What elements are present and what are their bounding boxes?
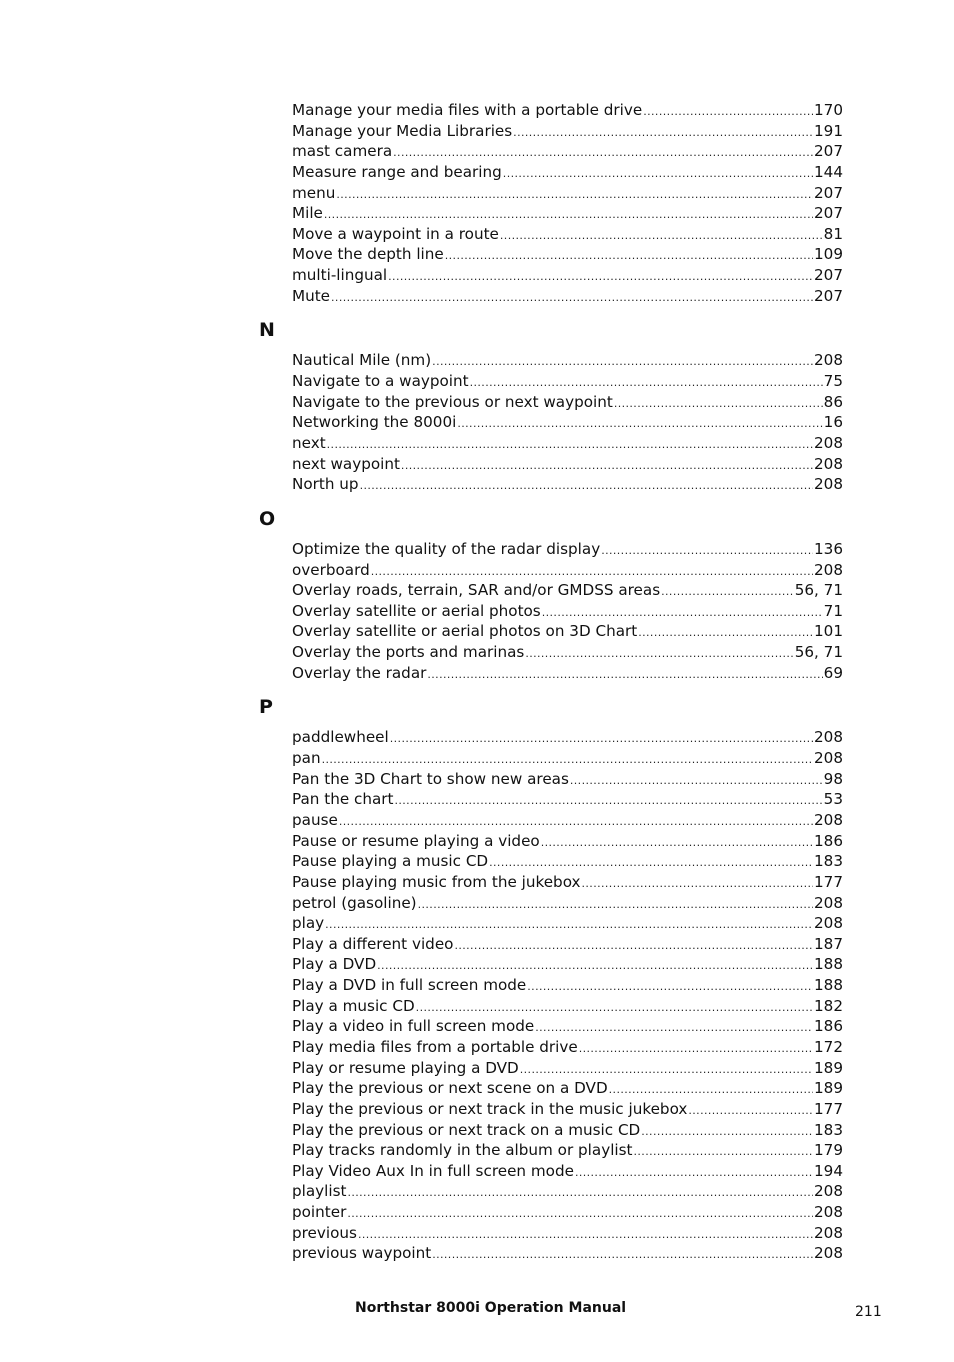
index-entry bbox=[292, 663, 843, 684]
index-entry bbox=[292, 412, 843, 433]
index-term: Pause playing music from the jukebox bbox=[292, 872, 581, 891]
dot-leader bbox=[377, 954, 813, 977]
index-entry bbox=[292, 539, 843, 560]
section-letter-heading bbox=[0, 320, 954, 340]
index-page-ref: 208 bbox=[814, 351, 843, 370]
index-term: Overlay satellite or aerial photos bbox=[292, 601, 541, 620]
dot-leader bbox=[336, 183, 813, 206]
index-page-ref: 56, 71 bbox=[794, 581, 843, 600]
index-page-ref: 69 bbox=[823, 663, 843, 682]
index-term: North up bbox=[292, 475, 359, 494]
index-term: Play a music CD bbox=[292, 996, 415, 1015]
index-page-ref: 208 bbox=[814, 893, 843, 912]
index-page-ref: 172 bbox=[814, 1037, 843, 1056]
dot-leader bbox=[643, 100, 813, 123]
index-term: mast camera bbox=[292, 142, 393, 161]
index-term: Overlay roads, terrain, SAR and/or GMDSS areas bbox=[292, 581, 661, 600]
dot-leader bbox=[358, 1223, 813, 1246]
dot-leader bbox=[525, 642, 793, 665]
index-term: Play the previous or next scene on a DVD bbox=[292, 1079, 608, 1098]
dot-leader bbox=[325, 913, 813, 936]
index-page-ref: 194 bbox=[814, 1161, 843, 1180]
dot-leader bbox=[331, 286, 813, 309]
index-page-ref: 208 bbox=[814, 1244, 843, 1263]
index-entry bbox=[292, 913, 843, 934]
index-entry bbox=[292, 975, 843, 996]
index-term: Play Video Aux In in full screen mode bbox=[292, 1161, 574, 1180]
index-page-ref: 208 bbox=[814, 1223, 843, 1242]
index-entry bbox=[292, 621, 843, 642]
dot-leader bbox=[641, 1120, 813, 1143]
index-entry bbox=[292, 727, 843, 748]
index-page-ref: 208 bbox=[814, 1203, 843, 1222]
index-page-ref: 207 bbox=[814, 183, 843, 202]
index-entry bbox=[292, 350, 843, 371]
index-entry bbox=[292, 371, 843, 392]
index-entry bbox=[292, 954, 843, 975]
index-entry bbox=[292, 100, 843, 121]
dot-leader bbox=[416, 996, 813, 1019]
dot-leader bbox=[582, 872, 813, 895]
index-listing bbox=[0, 100, 954, 1264]
index-entry bbox=[292, 1078, 843, 1099]
index-entry bbox=[292, 601, 843, 622]
dot-leader bbox=[513, 121, 813, 144]
dot-leader bbox=[570, 769, 823, 792]
index-page-ref: 179 bbox=[814, 1141, 843, 1160]
index-entry bbox=[292, 1161, 843, 1182]
index-page-ref: 189 bbox=[814, 1079, 843, 1098]
index-term: Move a waypoint in a route bbox=[292, 224, 499, 243]
index-page-ref: 183 bbox=[814, 1120, 843, 1139]
index-entry bbox=[292, 1202, 843, 1223]
index-entry bbox=[292, 454, 843, 475]
index-page-ref: 208 bbox=[814, 1182, 843, 1201]
dot-leader bbox=[390, 727, 813, 750]
index-page-ref: 71 bbox=[823, 601, 843, 620]
index-term: pause bbox=[292, 810, 338, 829]
index-entry bbox=[292, 265, 843, 286]
index-page-ref: 189 bbox=[814, 1058, 843, 1077]
index-entry bbox=[292, 789, 843, 810]
index-entry bbox=[292, 1016, 843, 1037]
dot-leader bbox=[688, 1099, 813, 1122]
dot-leader bbox=[609, 1078, 813, 1101]
index-term: Play a DVD bbox=[292, 955, 377, 974]
dot-leader bbox=[661, 580, 794, 603]
index-entry bbox=[292, 769, 843, 790]
dot-leader bbox=[638, 621, 813, 644]
index-entry bbox=[292, 1243, 843, 1264]
index-entry bbox=[292, 121, 843, 142]
index-entry bbox=[292, 934, 843, 955]
index-entry bbox=[292, 1223, 843, 1244]
index-term: Play the previous or next track in the music jukebox bbox=[292, 1099, 688, 1118]
index-term: pointer bbox=[292, 1203, 347, 1222]
dot-leader bbox=[393, 141, 813, 164]
index-page-ref: 187 bbox=[814, 934, 843, 953]
dot-leader bbox=[489, 851, 813, 874]
index-entry bbox=[292, 560, 843, 581]
index-page-ref: 188 bbox=[814, 955, 843, 974]
index-term: pan bbox=[292, 749, 321, 768]
index-term: Nautical Mile (nm) bbox=[292, 351, 432, 370]
index-page-ref: 208 bbox=[814, 560, 843, 579]
index-entry bbox=[292, 893, 843, 914]
index-term: previous bbox=[292, 1223, 357, 1242]
dot-leader bbox=[535, 1016, 813, 1039]
dot-leader bbox=[401, 454, 813, 477]
index-term: Mile bbox=[292, 204, 323, 223]
index-term: Pause or resume playing a video bbox=[292, 831, 540, 850]
dot-leader bbox=[454, 934, 813, 957]
index-term: Play or resume playing a DVD bbox=[292, 1058, 519, 1077]
index-term: Overlay the radar bbox=[292, 663, 427, 682]
index-page-ref: 208 bbox=[814, 749, 843, 768]
dot-leader bbox=[470, 371, 823, 394]
dot-leader bbox=[324, 203, 813, 226]
index-entry bbox=[292, 1037, 843, 1058]
index-term: Pause playing a music CD bbox=[292, 852, 489, 871]
index-page-ref: 53 bbox=[823, 790, 843, 809]
index-term: Pan the 3D Chart to show new areas bbox=[292, 769, 569, 788]
index-page-ref: 188 bbox=[814, 976, 843, 995]
index-entry bbox=[292, 1099, 843, 1120]
dot-leader bbox=[347, 1181, 813, 1204]
index-term: play bbox=[292, 914, 325, 933]
index-term: multi-lingual bbox=[292, 266, 388, 285]
index-entry bbox=[292, 831, 843, 852]
dot-leader bbox=[457, 412, 822, 435]
index-page-ref: 136 bbox=[814, 539, 843, 558]
dot-leader bbox=[575, 1161, 813, 1184]
index-page-ref: 191 bbox=[814, 121, 843, 140]
index-entry bbox=[292, 224, 843, 245]
index-page-ref: 207 bbox=[814, 266, 843, 285]
index-page-ref: 208 bbox=[814, 914, 843, 933]
index-page-ref: 16 bbox=[823, 413, 843, 432]
index-page-ref: 86 bbox=[823, 392, 843, 411]
dot-leader bbox=[371, 560, 813, 583]
dot-leader bbox=[634, 1140, 814, 1163]
index-page-ref: 208 bbox=[814, 454, 843, 473]
index-term: Networking the 8000i bbox=[292, 413, 457, 432]
index-term: Navigate to the previous or next waypoint bbox=[292, 392, 613, 411]
index-section-p bbox=[0, 697, 954, 1264]
index-entry bbox=[292, 203, 843, 224]
index-term: playlist bbox=[292, 1182, 347, 1201]
index-entry bbox=[292, 244, 843, 265]
index-entry bbox=[292, 1058, 843, 1079]
dot-leader bbox=[503, 162, 813, 185]
index-entry bbox=[292, 141, 843, 162]
dot-leader bbox=[579, 1037, 813, 1060]
dot-leader bbox=[432, 350, 813, 373]
footer-page-number: 211 bbox=[855, 1304, 882, 1320]
index-page-ref: 170 bbox=[814, 101, 843, 119]
dot-leader bbox=[427, 663, 822, 686]
index-term: Manage your Media Libraries bbox=[292, 121, 513, 140]
index-page-ref: 207 bbox=[814, 286, 843, 305]
dot-leader bbox=[520, 1058, 813, 1081]
dot-leader bbox=[418, 893, 813, 916]
index-term: Overlay the ports and marinas bbox=[292, 643, 525, 662]
index-entry bbox=[292, 1181, 843, 1202]
index-term: Pan the chart bbox=[292, 790, 394, 809]
section-letter: P bbox=[259, 696, 273, 719]
index-page-ref: 207 bbox=[814, 142, 843, 161]
index-entry bbox=[292, 433, 843, 454]
index-page-ref: 56, 71 bbox=[794, 643, 843, 662]
index-entry bbox=[292, 748, 843, 769]
index-page-ref: 81 bbox=[823, 224, 843, 243]
index-term: Mute bbox=[292, 286, 331, 305]
index-entry bbox=[292, 474, 843, 495]
index-page-ref: 177 bbox=[814, 1099, 843, 1118]
index-page-ref: 177 bbox=[814, 872, 843, 891]
index-term: menu bbox=[292, 183, 336, 202]
index-section-o bbox=[0, 509, 954, 683]
dot-leader bbox=[614, 392, 823, 415]
section-letter-heading bbox=[0, 509, 954, 529]
index-term: Play media files from a portable drive bbox=[292, 1037, 578, 1056]
index-term: paddlewheel bbox=[292, 728, 389, 747]
index-page-ref: 208 bbox=[814, 728, 843, 747]
index-page-ref: 208 bbox=[814, 433, 843, 452]
section-letter: N bbox=[259, 319, 275, 342]
index-entry bbox=[292, 810, 843, 831]
index-page-ref: 144 bbox=[814, 162, 843, 181]
index-page-ref: 208 bbox=[814, 475, 843, 494]
index-term: Navigate to a waypoint bbox=[292, 372, 469, 391]
dot-leader bbox=[527, 975, 813, 998]
dot-leader bbox=[500, 224, 823, 247]
index-term: Measure range and bearing bbox=[292, 162, 502, 181]
section-letter-heading bbox=[0, 697, 954, 717]
dot-leader bbox=[339, 810, 813, 833]
index-entry bbox=[292, 392, 843, 413]
index-term: Play a video in full screen mode bbox=[292, 1017, 535, 1036]
index-page-ref: 75 bbox=[823, 372, 843, 391]
index-term: previous waypoint bbox=[292, 1244, 432, 1263]
dot-leader bbox=[601, 539, 813, 562]
dot-leader bbox=[445, 244, 813, 267]
index-page-ref: 207 bbox=[814, 204, 843, 223]
index-term: overboard bbox=[292, 560, 370, 579]
index-entry bbox=[292, 286, 843, 307]
index-term: next bbox=[292, 433, 326, 452]
index-page-ref: 186 bbox=[814, 831, 843, 850]
dot-leader bbox=[541, 831, 813, 854]
index-term: Optimize the quality of the radar display bbox=[292, 539, 601, 558]
index-entry bbox=[292, 580, 843, 601]
index-section-m bbox=[0, 100, 954, 306]
index-entry bbox=[292, 872, 843, 893]
dot-leader bbox=[388, 265, 813, 288]
dot-leader bbox=[322, 748, 813, 771]
index-page-ref: 98 bbox=[823, 769, 843, 788]
index-section-n bbox=[0, 320, 954, 494]
index-page-ref: 183 bbox=[814, 852, 843, 871]
index-entry bbox=[292, 1120, 843, 1141]
index-term: Play a DVD in full screen mode bbox=[292, 976, 527, 995]
index-term: Play a different video bbox=[292, 934, 454, 953]
index-term: Overlay satellite or aerial photos on 3D Chart bbox=[292, 622, 638, 641]
index-term: Play the previous or next track on a music CD bbox=[292, 1120, 641, 1139]
index-entry bbox=[292, 996, 843, 1017]
dot-leader bbox=[394, 789, 822, 812]
index-page-ref: 101 bbox=[814, 622, 843, 641]
index-page-ref: 182 bbox=[814, 996, 843, 1015]
index-page-ref: 109 bbox=[814, 245, 843, 264]
index-term: next waypoint bbox=[292, 454, 400, 473]
index-entry bbox=[292, 642, 843, 663]
index-entry bbox=[292, 1140, 843, 1161]
index-page-ref: 186 bbox=[814, 1017, 843, 1036]
dot-leader bbox=[432, 1243, 813, 1266]
dot-leader bbox=[347, 1202, 813, 1225]
index-term: Move the depth line bbox=[292, 245, 444, 264]
dot-leader bbox=[327, 433, 813, 456]
index-term: Manage your media files with a portable drive bbox=[292, 101, 643, 119]
index-entry bbox=[292, 183, 843, 204]
index-term: Play tracks randomly in the album or playlist bbox=[292, 1141, 633, 1160]
index-page-ref: 208 bbox=[814, 810, 843, 829]
dot-leader bbox=[542, 601, 823, 624]
footer-manual-title: Northstar 8000i Operation Manual bbox=[355, 1300, 627, 1316]
index-entry bbox=[292, 851, 843, 872]
index-entry bbox=[292, 162, 843, 183]
dot-leader bbox=[360, 474, 813, 497]
section-letter: O bbox=[259, 507, 276, 530]
index-term: petrol (gasoline) bbox=[292, 893, 417, 912]
